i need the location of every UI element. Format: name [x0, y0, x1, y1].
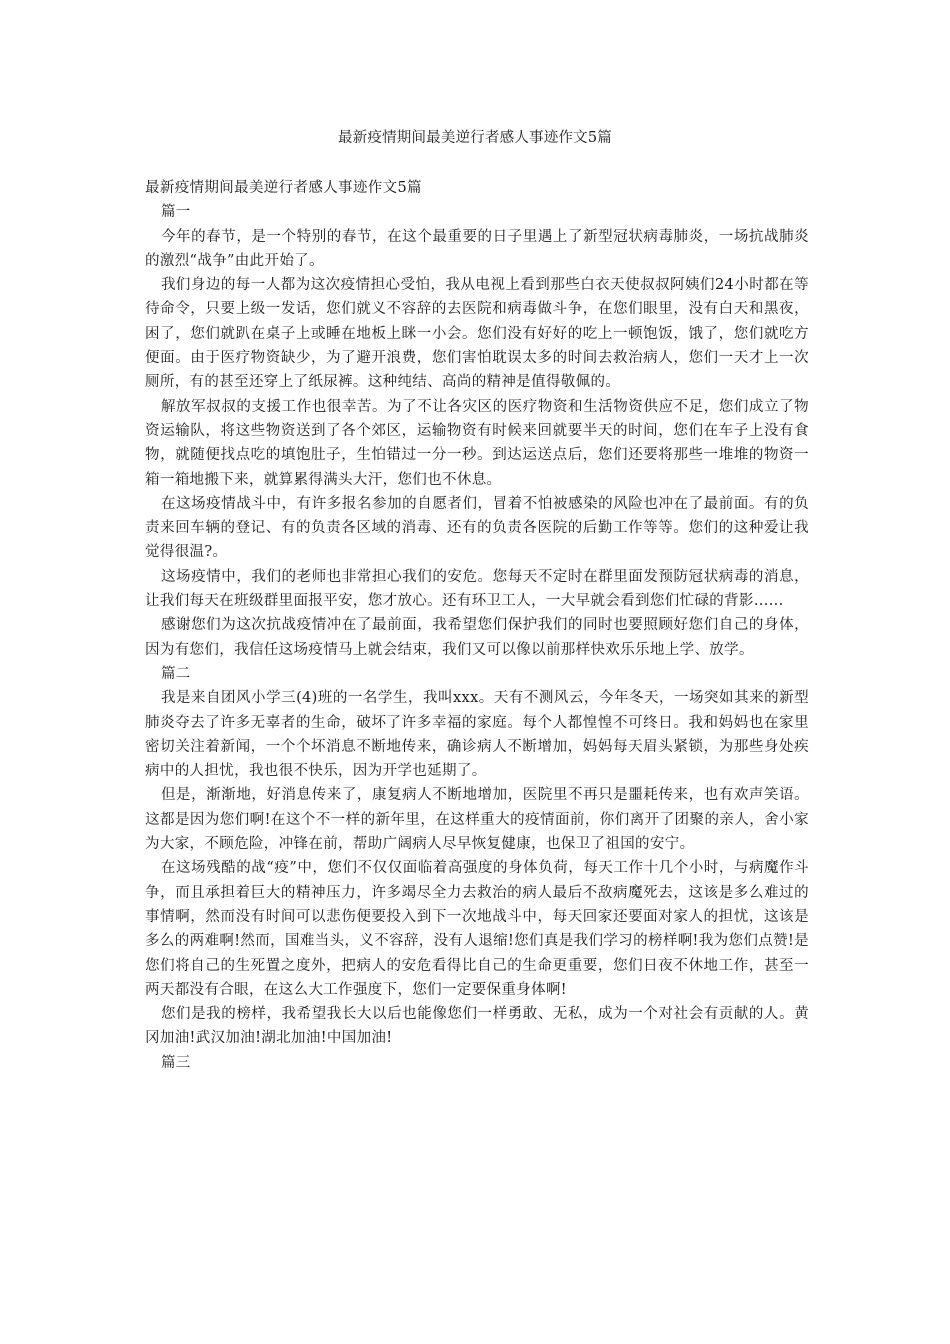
paragraph: 这场疫情中，我们的老师也非常担心我们的安危。您每天不定时在群里面发预防冠状病毒的消息，让我们每天在班级群里面报平安，您才放心。还有环卫工人，一大早就会看到您们忙碌的背影......	[145, 568, 809, 610]
paragraph: 我们身边的每一人都为这次疫情担心受怕，我从电视上看到那些白衣天使叔叔阿姨们24小时都在等待命令，只要上级一发话，您们就义不容辞的去医院和病毒做斗争，在您们眼里，没有白天和黑夜，困了，您们就趴在桌子上或睡在地板上眯一小会。您们没有好好的吃上一顿饱饭，饿了，您们就吃方便面。由于医疗物资缺少，为了避开浪费，您们害怕耽误太多的时间去救治病人，您们一天才上一次厕所，有的甚至还穿上了纸尿裤。这种纯结、高尚的精神是值得敬佩的。	[145, 277, 809, 391]
section-heading: 篇二	[160, 665, 191, 682]
paragraph: 我是来自团风小学三(4)班的一名学生，我叫xxx。天有不测风云，今年冬天，一场突如其来的新型肺炎夺去了许多无辜者的生命，破坏了许多幸福的家庭。每个人都惶惶不可终日。我和妈妈也在家里密切关注着新闻，一个个坏消息不断地传来，确诊病人不断增加，妈妈每天眉头紧锁，为那些身处疾病中的人担忧，我也很不快乐，因为开学也延期了。	[145, 690, 809, 780]
document-subtitle: 最新疫情期间最美逆行者感人事迹作文5篇	[145, 180, 422, 196]
document-body	[145, 176, 809, 1075]
section-heading: 篇一	[160, 204, 191, 221]
section-heading: 篇三	[160, 1054, 191, 1071]
paragraph: 在这场残酷的战“疫”中，您们不仅仅面临着高强度的身体负荷，每天工作十几个小时，与病魔作斗争，而且承担着巨大的精神压力，许多竭尽全力去救治的病人最后不敌病魔死去，这该是多么难过的事情啊，然而没有时间可以悲伤便要投入到下一次地战斗中，每天回家还要面对家人的担忧，这该是多么的两难啊!然而，国难当头，义不容辞，没有人退缩!您们真是我们学习的榜样啊!我为您们点赞!是您们将自己的生死置之度外，把病人的安危看得比自己的生命更重要，您们日夜不休地工作，甚至一两天都没有合眼，在这么大工作强度下，您们一定要保重身体啊!	[145, 860, 809, 998]
page-title: 最新疫情期间最美逆行者感人事迹作文5篇	[337, 130, 613, 146]
paragraph: 在这场疫情战斗中，有许多报名参加的自愿者们，冒着不怕被感染的风险也冲在了最前面。有的负责来回车辆的登记、有的负责各区域的消毒、还有的负责各医院的后勤工作等等。您们的这种爱让我觉得很温?。	[145, 495, 809, 561]
paragraph: 感谢您们为这次抗战疫情冲在了最前面，我希望您们保护我们的同时也要照顾好您们自己的身体，因为有您们，我信任这场疫情马上就会结束，我们又可以像以前那样快欢乐乐地上学、放学。	[145, 617, 809, 658]
paragraph: 但是，渐渐地，好消息传来了，康复病人不断地增加，医院里不再只是噩耗传来，也有欢声笑语。这都是因为您们啊!在这个不一样的新年里，在这样重大的疫情面前，你们离开了团聚的亲人，舍小家为大家，不顾危险，冲锋在前，帮助广阔病人尽早恢复健康，也保卫了祖国的安宁。	[145, 787, 809, 853]
paragraph: 今年的春节，是一个特别的春节，在这个最重要的日子里遇上了新型冠状病毒肺炎，一场抗战肺炎的激烈“战争”由此开始了。	[145, 228, 809, 269]
paragraph: 解放军叔叔的支援工作也很幸苦。为了不让各灾区的医疗物资和生活物资供应不足，您们成立了物资运输队，将这些物资送到了各个郊区，运输物资有时候来回就要半天的时间，您们在车子上没有食物，就随便找点吃的填饱肚子，生怕错过一分一秒。到达运送点后，您们还要将那些一堆堆的物资一箱一箱地搬下来，就算累得满头大汗，您们也不休息。	[145, 398, 809, 488]
paragraph: 您们是我的榜样，我希望我长大以后也能像您们一样勇敢、无私，成为一个对社会有贡献的人。黄冈加油!武汉加油!湖北加油!中国加油!	[145, 1006, 809, 1047]
